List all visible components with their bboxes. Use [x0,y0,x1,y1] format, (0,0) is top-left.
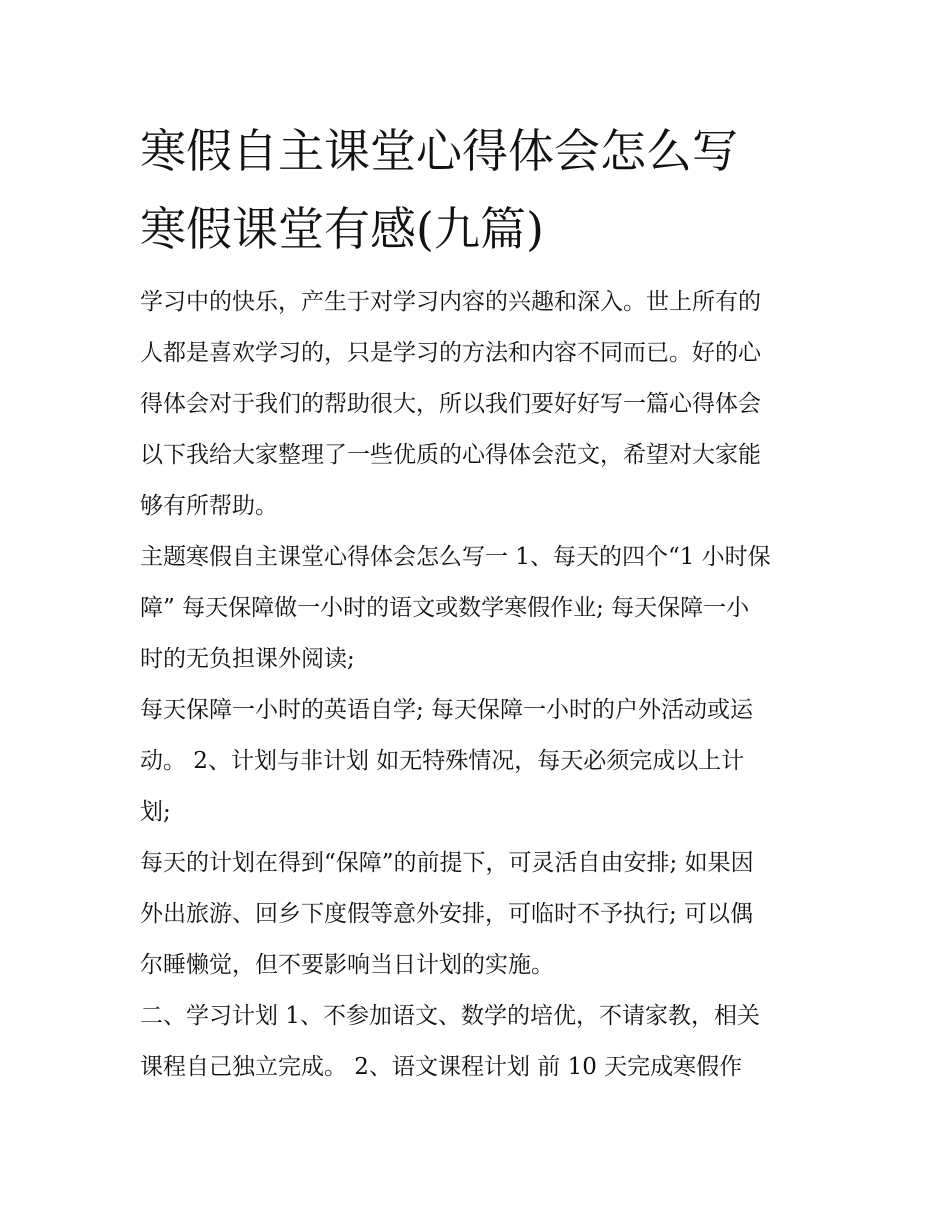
body-line: 以下我给大家整理了一些优质的心得体会范文，希望对大家能 [140,442,761,468]
body-line: 动。 2、计划与非计划 如无特殊情况，每天必须完成以上计 [140,748,745,774]
body-line: 每天的计划在得到“保障”的前提下，可灵活自由安排; 如果因 [140,850,754,876]
body-line: 够有所帮助。 [140,493,278,519]
body-line: 主题寒假自主课堂心得体会怎么写一 1、每天的四个“1 小时保 [140,544,771,570]
body-line: 划; [140,799,171,825]
body-line: 二、学习计划 1、不参加语文、数学的培优，不请家教，相关 [140,1003,760,1029]
body-line: 障” 每天保障做一小时的语文或数学寒假作业; 每天保障一小 [140,595,750,621]
body-line: 时的无负担课外阅读; [140,646,355,672]
body-line: 每天保障一小时的英语自学; 每天保障一小时的户外活动或运 [140,697,754,723]
title-line-1: 寒假自主课堂心得体会怎么写 [140,124,738,178]
body-line: 外出旅游、回乡下度假等意外安排，可临时不予执行; 可以偶 [140,901,754,927]
document-title [140,112,820,268]
document-body [140,282,820,1098]
title-line-2: 寒假课堂有感(九篇) [140,202,544,256]
body-line: 尔睡懒觉，但不要影响当日计划的实施。 [140,952,554,978]
body-line: 课程自己独立完成。 2、语文课程计划 前 10 天完成寒假作 [140,1054,743,1080]
body-line: 得体会对于我们的帮助很大，所以我们要好好写一篇心得体会 [140,391,761,417]
body-line: 学习中的快乐，产生于对学习内容的兴趣和深入。世上所有的 [140,289,761,315]
body-line: 人都是喜欢学习的，只是学习的方法和内容不同而已。好的心 [140,340,761,366]
